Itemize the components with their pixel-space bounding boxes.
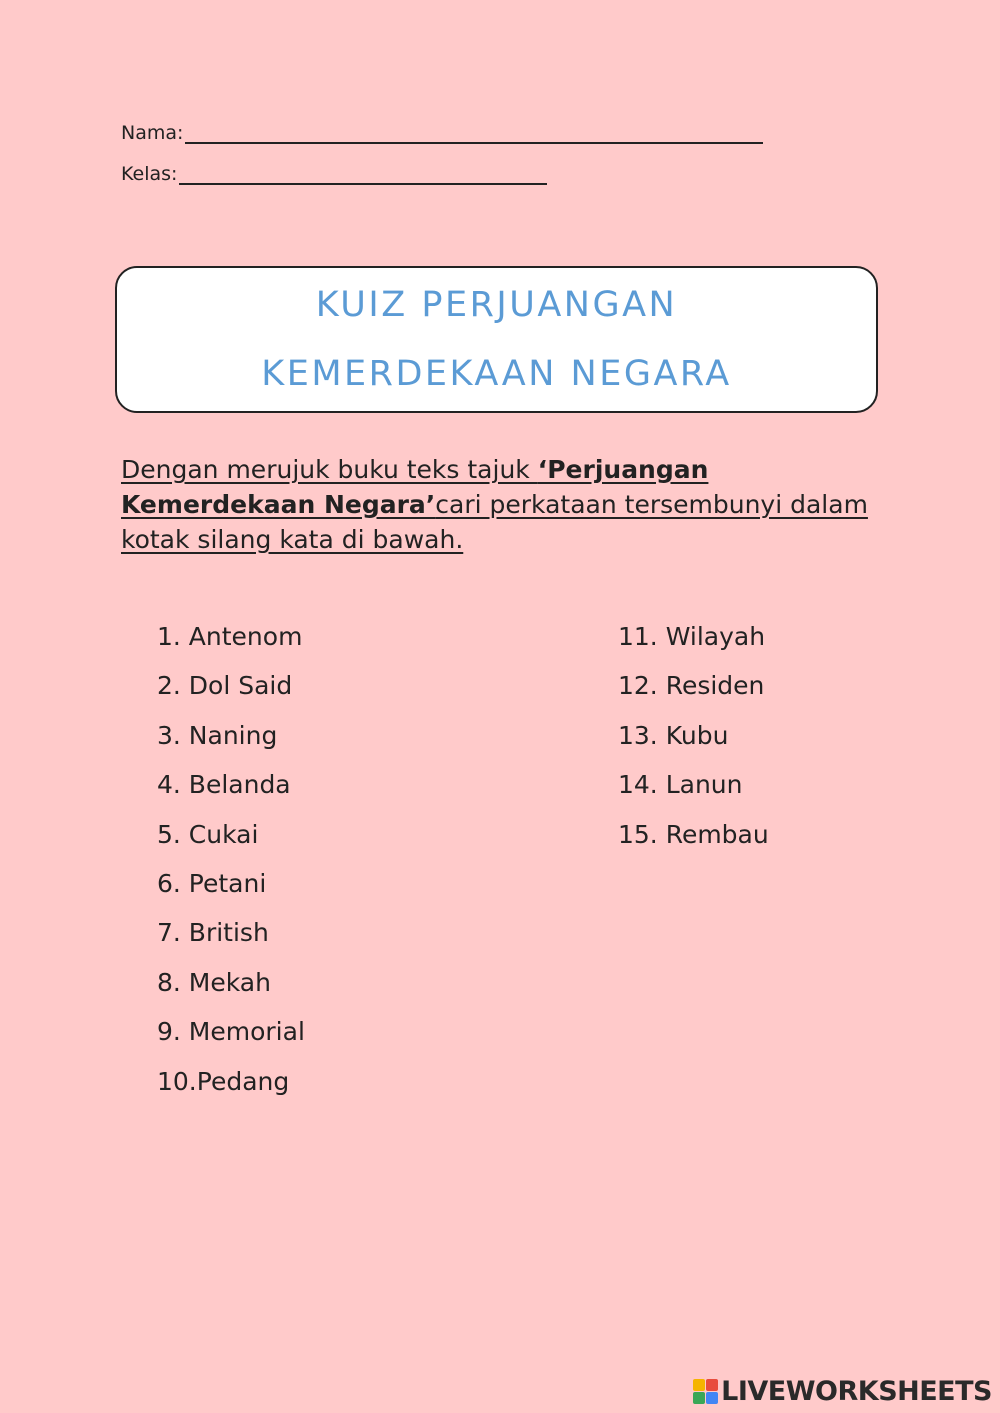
instruction-part-1: Dengan merujuk buku teks tajuk xyxy=(121,455,538,484)
title-line-2: KEMERDEKAAN NEGARA xyxy=(261,353,732,394)
kelas-line[interactable] xyxy=(179,169,547,185)
nama-line[interactable] xyxy=(185,128,763,144)
list-item: 14. Lanun xyxy=(618,770,743,800)
list-item: 15. Rembau xyxy=(618,819,769,849)
list-item: 1. Antenom xyxy=(157,622,303,651)
logo-text: LIVEWORKSHEETS xyxy=(721,1376,992,1407)
list-item: 6. Petani xyxy=(157,868,267,898)
kelas-field[interactable] xyxy=(121,163,547,185)
logo-squares-icon xyxy=(693,1379,718,1404)
nama-label: Nama: xyxy=(121,122,184,144)
list-item: 10.Pedang xyxy=(157,1066,290,1096)
list-item: 4. Belanda xyxy=(157,770,291,800)
list-item: 12. Residen xyxy=(618,671,765,701)
instruction-bold-1: ‘Perjuangan xyxy=(537,455,709,484)
instruction-bold-2: Kemerdekaan Negara’ xyxy=(121,490,436,519)
liveworksheets-logo xyxy=(693,1376,992,1407)
list-item: 3. Naning xyxy=(157,720,278,750)
list-item: 13. Kubu xyxy=(618,720,729,750)
title-box xyxy=(115,266,878,413)
list-item: 8. Mekah xyxy=(157,967,271,997)
list-item: 5. Cukai xyxy=(157,819,259,849)
word-list-right xyxy=(618,618,769,865)
list-item: 7. British xyxy=(157,918,269,948)
kelas-label: Kelas: xyxy=(121,163,178,185)
list-item: 9. Memorial xyxy=(157,1017,305,1047)
list-item: 11. Wilayah xyxy=(618,622,766,651)
instruction-part-2: cari perkataan tersembunyi dalam kotak silang kata di bawah. xyxy=(121,490,868,554)
list-item: 2. Dol Said xyxy=(157,671,293,701)
instruction-text xyxy=(121,452,891,557)
word-list-left xyxy=(157,618,305,1112)
title-line-1: KUIZ PERJUANGAN xyxy=(315,284,678,325)
nama-field[interactable] xyxy=(121,122,763,144)
